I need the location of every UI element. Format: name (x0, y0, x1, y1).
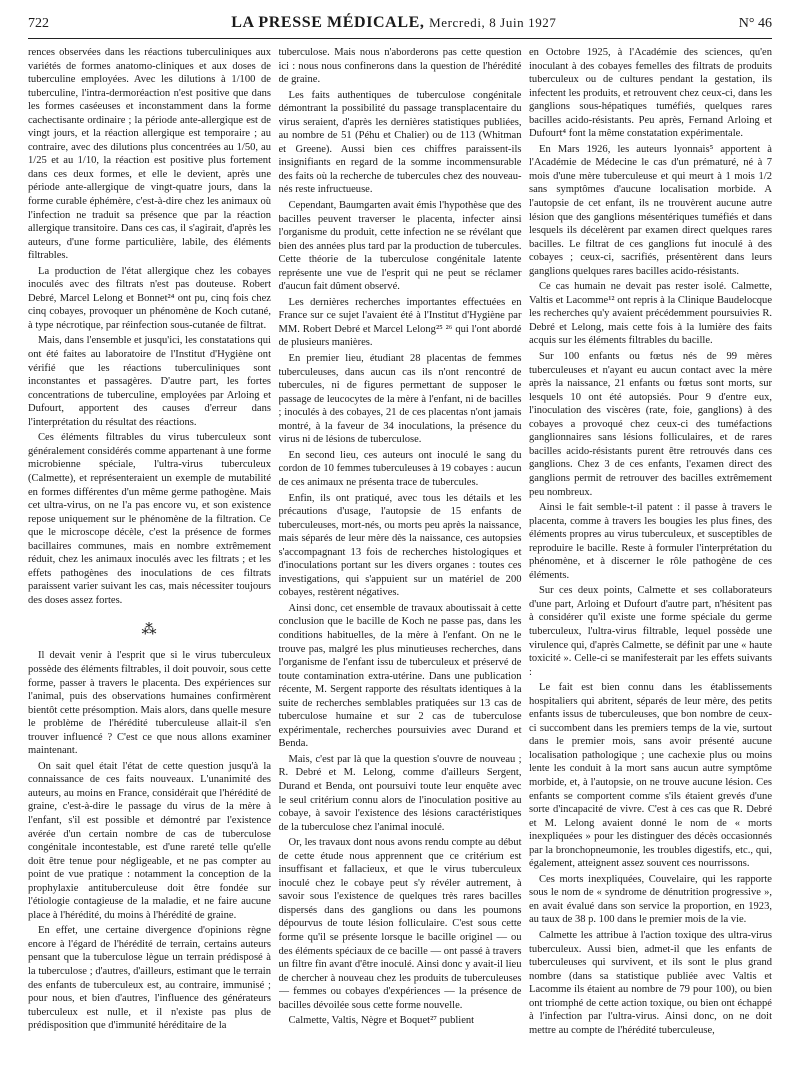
issue-date: Mercredi, 8 Juin 1927 (429, 15, 557, 30)
paragraph: Ce cas humain ne devait pas rester isolé. Calmette, Valtis et Lacomme¹² ont repris à la Clinique Baudelocque les recherches qu'y avaient précédemment poursuivies R. Debré et Lelong, mais cette fois à la lumière des faits acquis sur les éléments filtrables du bacille. (529, 281, 772, 347)
paragraph: en Octobre 1925, à l'Académie des sciences, qu'en inoculant à des cobayes femelles des filtrats de produits tuberculeux ou de cultures pendant la gestation, ils infectent les produits, et retrouvent chez ceux-ci, dans les ganglions sous-hépatiques tuméfiés, quelques rares bacilles acido-résistants. Peu après, Fernand Arloing et Dufourt⁴ font la même constatation expérimentale. (529, 47, 772, 140)
paragraph: Ainsi le fait semble-t-il patent : il passe à travers le placenta, comme à travers les bougies les plus fines, des éléments propres au virus tuberculeux, et susceptibles de reproduire le bacille. Reste à formuler l'interprétation du phénomène, et à discerner le rôle pathogène de ces éléments. (529, 502, 772, 581)
paragraph: Il devait venir à l'esprit que si le virus tuberculeux possède des éléments filtrables, il doit pouvoir, sous cette forme, passer à travers le placenta. Des expériences sur l'animal, puis des observations humaines confirmèrent bientôt cette présomption. Mais alors, dans quelle mesure le problème de l'hérédité tuberculeuse allait-il s'en trouver influencé ? C'est ce que nous allons examiner maintenant. (28, 650, 271, 757)
paragraph: Sur ces deux points, Calmette et ses collaborateurs d'une part, Arloing et Dufourt d'autre part, n'hésitent pas à considérer qu'il existe une forme spéciale du germe tuberculeux, l'ultra-virus filtrable, lequel possède une virulence qui, d'après Calmette, se définit par une « haute toxicité ». Celle-ci se manifesterait par les effets suivants : (529, 585, 772, 678)
text-column-left (28, 46, 271, 1076)
paragraph: Les dernières recherches importantes effectuées en France sur ce sujet l'avaient été à l'Institut d'Hygiène par MM. Robert Debré et Marcel Lelong²⁵ ²⁶ qui l'ont abordé de plusieurs manières. (278, 296, 522, 349)
paragraph: En effet, une certaine divergence d'opinions règne encore à l'égard de l'hérédité de terrain, certains auteurs pensant que la tuberculose lègue un terrain prédisposé à la tuberculose ; d'autres, d'ailleurs, estimant que le terrain des enfants de tuberculeux est, au contraire, immunisé ; pour nous, et bien d'autres, l'influence des générateurs tuberculeux est nulle, et il n'existe pas plus de prédisposition que d'immunité héréditaire de la (28, 925, 271, 1032)
paragraph: Ces morts inexpliquées, Couvelaire, qui les rapporte sous le nom de « syndrome de dénutrition progressive », en avait évalué dans son service la proportion, en 1923, au taux de 38 p. 100 dans le premier mois de la vie. (529, 873, 772, 926)
paragraph: rences observées dans les réactions tuberculiniques aux variétés de formes anatomo-cliniques et aux doses de tuberculine employées. Avec les dilutions à 1/100 de tuberculine, l'intra-dermoréaction n'est positive que dans les formes caséeuses et inconstamment dans la forme cachectisante ordinaire ; la période ante-allergique est de vingt jours, et la réaction allergique est temporaire ; au contraire, avec des dilutions plus concentrées au 1/50, au 1/25 et au 1/10, la réaction est positive plus fortement dans ces deux formes, et elle le devient, après une période ante-allergique de vingt-quatre jours, dans la forme curable éphémère, c'est-à-dire chez les animaux où l'infection ne traduit sa présence que par la réaction allergique transitoire. Dans ces cas, il s'agirait, d'après les auteurs, d'une forme particulière, labile, des éléments filtrables. (28, 47, 271, 262)
paragraph: Les faits authentiques de tuberculose congénitale démontrant la possibilité du passage transplacentaire du virus seraient, d'après les dernières statistiques publiées, au nombre de 51 (Péhu et Chalier) ou de 113 (Whitman et Greene). Aussi bien ces chiffres paraissent-ils insignifiants en regard de la somme incommensurable des faits où la recherche de tubercules chez des nouveau-nés reste infructueuse. (278, 89, 522, 196)
paragraph: En premier lieu, étudiant 28 placentas de femmes tuberculeuses, dans aucun cas ils n'ont rencontré de tubercules, ni de figures permettant de supposer le passage de leucocytes de la mère à l'enfant, ni de bacilles ; inoculés à des cobayes, 21 de ces placentas n'ont jamais montré, à la faveur de 34 inoculations, la présence du virus ni de lésions de tuberculose. (278, 353, 522, 446)
paragraph: Mais, c'est par là que la question s'ouvre de nouveau ; R. Debré et M. Lelong, comme d'ailleurs Sergent, Durand et Benda, ont poursuivi toute leur enquête avec le seul critérium connu alors de l'inoculation positive au cobaye, à savoir l'existence des lésions caractéristiques de la tuberculose chez l'animal inoculé. (278, 753, 522, 833)
article-body (28, 46, 772, 1076)
paragraph: La production de l'état allergique chez les cobayes inoculés avec des filtrats n'est pas douteuse. Robert Debré, Marcel Lelong et Bonnet²⁴ ont pu, cinq fois chez cinq cobayes, provoquer un phénomène de Koch cutané, à type nécrotique, par réinfection sous-cutanée de filtrat. (28, 265, 271, 331)
paragraph: tuberculose. Mais nous n'aborderons pas cette question ici : nous nous confinerons dans la question de l'hérédité de graine. (278, 47, 522, 86)
text-column-middle (279, 46, 522, 1076)
section-separator: ⁂ (141, 622, 158, 639)
paragraph: Mais, dans l'ensemble et jusqu'ici, les constatations qui ont été faites au laboratoire de l'Institut d'Hygiène ont vérifié que les réactions tuberculiniques sont inconstantes et passagères. D'autre part, les fortes concentrations de tuberculine, employées par Arloing et Dufourt, apportent des causes d'erreur dans l'interprétation du résultat des réactions. (28, 335, 271, 428)
issue-number: N° 46 (738, 16, 772, 31)
paragraph: On sait quel était l'état de cette question jusqu'à la connaissance de ces faits nouveaux. L'unanimité des auteurs, au moins en France, considérait que l'hérédité de graine, c'est-à-dire le passage du virus de la mère à l'enfant, s'il est possible et démontré par l'existence avérée d'un certain nombre de cas de tuberculose congénitale incontestable, est d'une rareté telle qu'elle doit être tenue pour négligeable, et ne pas compter au point de vue pratique : notamment la conception de la prophylaxie antituberculeuse doit être fondée sur l'étiologie contagieuse de la maladie, et ne faire aucune place à l'hérédité, du moins à l'hérédité de graine. (28, 760, 271, 921)
text-column-right (529, 46, 772, 1076)
paragraph: Calmette les attribue à l'action toxique des ultra-virus tuberculeux. Aussi bien, admet-il que les enfants de tuberculeuses qui survivent, et ils sont le plus grand nombre (dans sa statistique publiée avec Valtis et Lacomme ils étaient au nombre de 79 pour 100), ou bien ont triomphé de cette action toxique, ou bien ont échappé à l'infection par l'ultra-virus. Ainsi donc, on ne doit mettre au compte de l'hérédité tuberculeuse, (529, 930, 772, 1036)
paragraph: En Mars 1926, les auteurs lyonnais⁵ apportent à l'Académie de Médecine le cas d'un prématuré, né à 7 mois d'une mère tuberculeuse et qui meurt à 1 mois 1/2 sans symptômes d'aucune localisation morbide. A l'autopsie de cet enfant, ils ne trouvèrent aucune autre lésion que des ganglions mésentériques tuméfiés et dans lesquels ils décelèrent par examen direct quelques rares bacilles. Le filtrat de ces ganglions fut inoculé à des cobayes ; ceux-ci, sacrifiés, présentèrent dans leurs ganglions quelques rares bacilles acido-résistants. (529, 143, 772, 277)
paragraph: Calmette, Valtis, Nègre et Boquet²⁷ publient (288, 1015, 475, 1027)
paragraph: Enfin, ils ont pratiqué, avec tous les détails et les précautions d'usage, l'autopsie de 15 enfants de tuberculeuses, mort-nés, ou morts peu après la naissance, mais séparés de leur mère dès la naissance, ces autopsies s'accompagnant 13 fois de recherches histologiques et d'inoculations portant sur les divers organes : toutes ces investigations, qui s'appuient sur un matériel de 200 cobayes, restèrent négatives. (278, 492, 522, 599)
page-header (28, 14, 772, 39)
journal-title (231, 14, 556, 32)
page-number: 722 (28, 16, 49, 31)
paragraph: Ces éléments filtrables du virus tuberculeux sont généralement considérés comme appartenant à une forme microbienne spéciale, l'ultra-virus tuberculeux (Calmette), et représenteraient un exemple de mutabilité en formes différentes d'un même germe pathogène. Mais cet ultra-virus, on ne l'a pas encore vu, et son existence repose uniquement sur le phénomène de la filtration. Ce que le microscope décèle, c'est la présence de formes bacillaires communes, mais en nombre extrêmement réduit, chez les animaux inoculés avec les filtrats ; et les effets pathogènes des inoculations de ces filtrats paraissent varier suivant les cas, mais nécessiter toujours des doses assez fortes. (28, 432, 271, 606)
paragraph: En second lieu, ces auteurs ont inoculé le sang du cordon de 10 femmes tuberculeuses à 19 cobayes : aucun de ces animaux ne présenta trace de tubercules. (278, 449, 522, 488)
paragraph: Or, les travaux dont nous avons rendu compte au début de cette étude nous apprennent que ce critérium est insuffisant et fallacieux, et que le virus tuberculeux inoculé chez le cobaye peut s'y révéler autrement, à savoir sous l'existence de quelques très rares bacilles dispersés dans des ganglions ou dans les poumons dépourvus de toute lésion folliculaire. C'est sous cette forme qu'il se présente lorsque le bacille originel — ou des éléments spéciaux de ce bacille — ont passé à travers un filtre fin avant d'être inoculé. Ainsi donc y avait-il lieu de chercher à nouveau chez les produits de tuberculeuses — femmes ou cobayes d'expériences — la présence de bacilles dévoilée sous cette forme nouvelle. (278, 837, 522, 1011)
paragraph: Sur 100 enfants ou fœtus nés de 99 mères tuberculeuses et n'ayant eu aucun contact avec la mère après la naissance, 21 enfants ou fœtus sont morts, sur lesquels 10 ont été autopsiés. Pour 9 d'entre eux, l'inoculation des viscères (rate, foie, ganglions) à des cobayes a provoqué chez ceux-ci des tuméfactions ganglionnaires sans lésions folliculaires, et de rares bacilles acido-résistants purent être retrouvés dans ces ganglions. Chez 3 de ces enfants, l'examen direct des ganglions permit de retrouver des bacilles extrêmement peu nombreux. (529, 351, 772, 498)
paragraph: Cependant, Baumgarten avait émis l'hypothèse que des bacilles peuvent traverser le placenta, infecter ainsi l'organisme du produit, cette infection ne se révélant que bien des années plus tard par la production de tubercules. Cette théorie de la tuberculose congénitale latente représente une vue de l'esprit qui ne peut se réclamer d'aucun fait dûment observé. (278, 200, 522, 293)
paragraph: Le fait est bien connu dans les établissements hospitaliers qui abritent, séparés de leur mère, des petits enfants issus de tuberculeuses, que bon nombre de ceux-ci succombent dans les premiers temps de la vie, surtout dans le premier mois, sans avoir présenté aucune localisation pathologique ; une cachexie plus ou moins lente les conduit à la mort sans aucun autre symptôme morbide, et, à l'autopsie, on ne trouve aucune lésion. Ces enfants se comportent comme s'ils étaient grevés d'une sorte d'incapacité de vivre. C'est à ces cas que R. Debré et M. Lelong avaient donné le nom de « morts inexpliquées » pour les distinguer des décès occasionnés par la bronchopneumonie, les troubles digestifs, etc., qui, également, atteignent assez souvent ces nourrissons. (529, 682, 772, 870)
journal-name: LA PRESSE MÉDICALE, (231, 14, 425, 31)
paragraph: Ainsi donc, cet ensemble de travaux aboutissait à cette conclusion que le bacille de Koch ne passe pas, dans les conditions habituelles, de la mère à l'enfant. On ne le trouve pas, malgré les plus minutieuses recherches, dans l'organisme de l'enfant issu de tuberculeux et préservé de toute contamination extra-utérine. Dans une publication récente, M. Sergent rapporte des résultats identiques à la suite de recherches semblables pratiquées sur 13 cas de tuberculose humaine et sur 2 cas de tuberculose expérimentale, recherches poursuivies avec Durand et Benda. (278, 602, 522, 750)
